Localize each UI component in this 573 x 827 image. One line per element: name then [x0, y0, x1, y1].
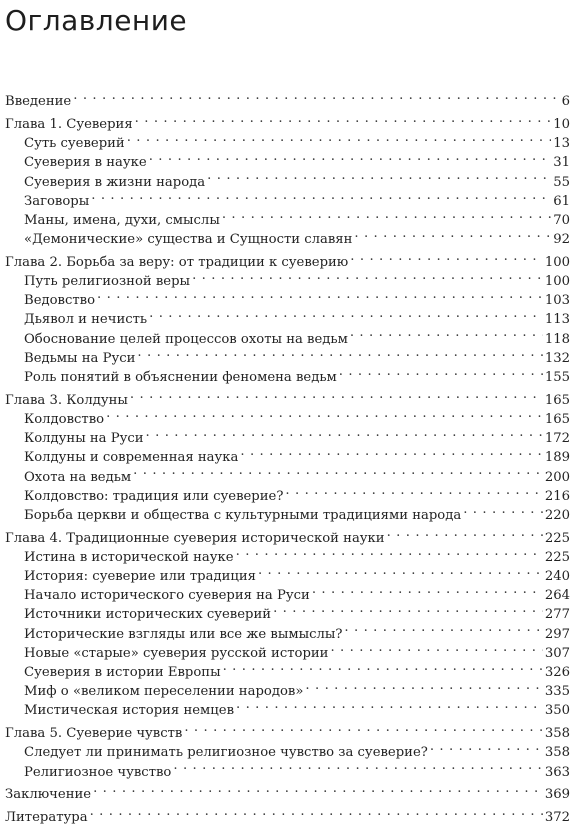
entry-title: Дьявол и нечисть: [24, 312, 148, 328]
toc-section-entry: [0, 166, 573, 190]
entry-title: Заключение: [5, 787, 92, 803]
entry-page-number: 132: [544, 350, 570, 366]
entry-page-number: 103: [544, 293, 570, 309]
dot-leader: [91, 186, 551, 205]
toc-chapter-entry: [0, 86, 573, 110]
dot-leader: [339, 362, 543, 381]
entry-page-number: 277: [544, 607, 570, 623]
dot-leader: [350, 323, 543, 342]
dot-leader: [463, 500, 543, 519]
dot-leader: [354, 224, 551, 243]
entry-title: Колдуны на Руси: [24, 431, 144, 447]
entry-title: Глава 3. Колдуны: [5, 392, 128, 408]
entry-page-number: 240: [544, 569, 570, 585]
entry-title: Введение: [5, 94, 72, 110]
toc-section-entry: [0, 676, 573, 700]
dot-leader: [305, 676, 542, 695]
toc-section-entry: [0, 205, 573, 228]
toc-section-entry: [0, 638, 573, 661]
toc-section-entry: [0, 285, 573, 309]
toc-section-entry: [0, 461, 573, 485]
dot-leader: [207, 166, 551, 185]
toc-section-entry: [0, 695, 573, 719]
dot-leader: [97, 285, 543, 304]
entry-page-number: 118: [544, 331, 570, 347]
entry-page-number: 326: [544, 665, 570, 680]
entry-page-number: 155: [544, 370, 570, 385]
table-of-contents: [0, 86, 573, 826]
dot-leader: [192, 266, 543, 285]
page-title: Оглавление: [5, 4, 188, 37]
toc-section-entry: [0, 128, 573, 152]
entry-title: Следует ли принимать религиозное чувство за суеверие?: [24, 745, 428, 761]
toc-section-entry: [0, 580, 573, 604]
toc-section-entry: [0, 618, 573, 642]
entry-title: Новые «старые» суеверия русской истории: [24, 645, 329, 661]
dot-leader: [106, 404, 543, 423]
dot-leader: [258, 561, 543, 580]
dot-leader: [387, 523, 543, 542]
toc-section-entry: [0, 224, 573, 248]
entry-page-number: 225: [544, 549, 570, 565]
entry-page-number: 225: [544, 530, 570, 546]
entry-page-number: 31: [553, 155, 570, 171]
toc-chapter-entry: [0, 718, 573, 742]
dot-leader: [137, 343, 542, 362]
entry-page-number: 165: [544, 411, 570, 427]
entry-title: Колдовство: [24, 411, 105, 427]
entry-page-number: 358: [544, 745, 570, 761]
entry-title: Колдуны и современная наука: [24, 450, 239, 466]
entry-page-number: 61: [553, 193, 570, 209]
entry-page-number: 369: [544, 787, 570, 803]
entry-page-number: 350: [544, 703, 570, 719]
dot-leader: [149, 304, 543, 323]
dot-leader: [149, 147, 552, 166]
dot-leader: [330, 638, 542, 657]
entry-page-number: 264: [544, 588, 570, 604]
dot-leader: [223, 657, 543, 676]
toc-section-entry: [0, 304, 573, 328]
entry-title: Мистическая история немцев: [24, 703, 235, 719]
entry-title: «Демонические» существа и Сущности славян: [24, 232, 353, 248]
entry-title: Миф о «великом переселении народов»: [24, 684, 304, 700]
entry-page-number: 70: [553, 212, 570, 228]
entry-page-number: 189: [544, 450, 570, 466]
toc-chapter-entry: [0, 247, 573, 270]
toc-section-entry: [0, 542, 573, 565]
entry-page-number: 55: [553, 174, 570, 190]
entry-title: Суеверия в науке: [24, 155, 147, 171]
toc-section-entry: [0, 323, 573, 347]
entry-title: Охота на ведьм: [24, 469, 132, 485]
toc-section-entry: [0, 561, 573, 585]
toc-chapter-entry: [0, 779, 573, 803]
entry-title: Литература: [5, 810, 88, 826]
entry-title: Ведьмы на Руси: [24, 350, 136, 366]
entry-page-number: 100: [544, 254, 570, 270]
entry-title: Начало исторического суеверия на Руси: [24, 588, 310, 604]
entry-title: Заговоры: [24, 193, 90, 209]
toc-section-entry: [0, 343, 573, 366]
entry-page-number: 10: [553, 116, 570, 132]
entry-page-number: 200: [544, 469, 570, 485]
dot-leader: [430, 737, 543, 756]
entry-title: Глава 5. Суеверие чувств: [5, 726, 183, 742]
toc-section-entry: [0, 481, 573, 504]
dot-leader: [222, 205, 551, 224]
entry-title: Роль понятий в объяснении феномена ведьм: [24, 370, 337, 385]
dot-leader: [312, 580, 543, 599]
entry-title: История: суеверие или традиция: [24, 569, 256, 585]
toc-section-entry: [0, 737, 573, 761]
entry-title: Исторические взгляды или все же вымыслы?: [24, 626, 343, 642]
entry-page-number: 220: [544, 507, 570, 523]
dot-leader: [184, 718, 542, 737]
entry-title: Истина в исторической науке: [24, 549, 234, 565]
dot-leader: [236, 695, 543, 714]
dot-leader: [285, 481, 542, 500]
dot-leader: [133, 461, 543, 480]
toc-chapter-entry: [0, 385, 573, 408]
toc-section-entry: [0, 657, 573, 680]
entry-title: Религиозное чувство: [24, 764, 172, 780]
entry-title: Путь религиозной веры: [24, 274, 191, 290]
entry-page-number: 307: [544, 645, 570, 661]
dot-leader: [273, 599, 543, 618]
entry-page-number: 172: [544, 431, 570, 447]
entry-title: Суть суеверий: [24, 136, 125, 152]
dot-leader: [135, 109, 552, 128]
toc-section-entry: [0, 147, 573, 171]
entry-title: Обоснование целей процессов охоты на ведьм: [24, 331, 348, 347]
entry-title: Суеверия в истории Европы: [24, 665, 221, 680]
dot-leader: [130, 385, 543, 404]
toc-chapter-entry: [0, 109, 573, 132]
entry-title: Суеверия в жизни народа: [24, 174, 206, 190]
dot-leader: [344, 618, 542, 637]
entry-page-number: 6: [561, 94, 570, 110]
entry-page-number: 335: [544, 684, 570, 700]
toc-section-entry: [0, 362, 573, 385]
entry-title: Ведовство: [24, 293, 96, 309]
entry-title: Маны, имена, духи, смыслы: [24, 212, 220, 228]
entry-page-number: 13: [553, 136, 570, 152]
dot-leader: [236, 542, 543, 561]
entry-title: Борьба церкви и общества с культурными традициями народа: [24, 507, 462, 523]
toc-section-entry: [0, 404, 573, 427]
entry-page-number: 113: [544, 312, 570, 328]
entry-page-number: 92: [553, 232, 570, 248]
entry-title: Колдовство: традиция или суеверие?: [24, 488, 284, 504]
toc-section-entry: [0, 442, 573, 466]
entry-page-number: 216: [544, 488, 570, 504]
dot-leader: [173, 756, 542, 775]
dot-leader: [73, 86, 556, 105]
entry-title: Глава 2. Борьба за веру: от традиции к суеверию: [5, 254, 349, 270]
toc-section-entry: [0, 756, 573, 780]
entry-title: Источники исторических суеверий: [24, 607, 272, 623]
dot-leader: [240, 442, 542, 461]
entry-page-number: 363: [544, 764, 570, 780]
dot-leader: [93, 779, 543, 798]
dot-leader: [350, 247, 543, 266]
toc-section-entry: [0, 186, 573, 209]
entry-page-number: 297: [544, 626, 570, 642]
entry-page-number: 165: [544, 392, 570, 408]
toc-section-entry: [0, 423, 573, 447]
dot-leader: [146, 423, 543, 442]
toc-section-entry: [0, 266, 573, 290]
toc-section-entry: [0, 599, 573, 623]
entry-page-number: 358: [544, 726, 570, 742]
toc-chapter-entry: [0, 523, 573, 546]
toc-section-entry: [0, 500, 573, 523]
entry-title: Глава 4. Традиционные суеверия исторической науки: [5, 530, 385, 546]
entry-page-number: 372: [544, 810, 570, 826]
dot-leader: [127, 128, 552, 147]
entry-page-number: 100: [544, 274, 570, 290]
entry-title: Глава 1. Суеверия: [5, 116, 133, 132]
